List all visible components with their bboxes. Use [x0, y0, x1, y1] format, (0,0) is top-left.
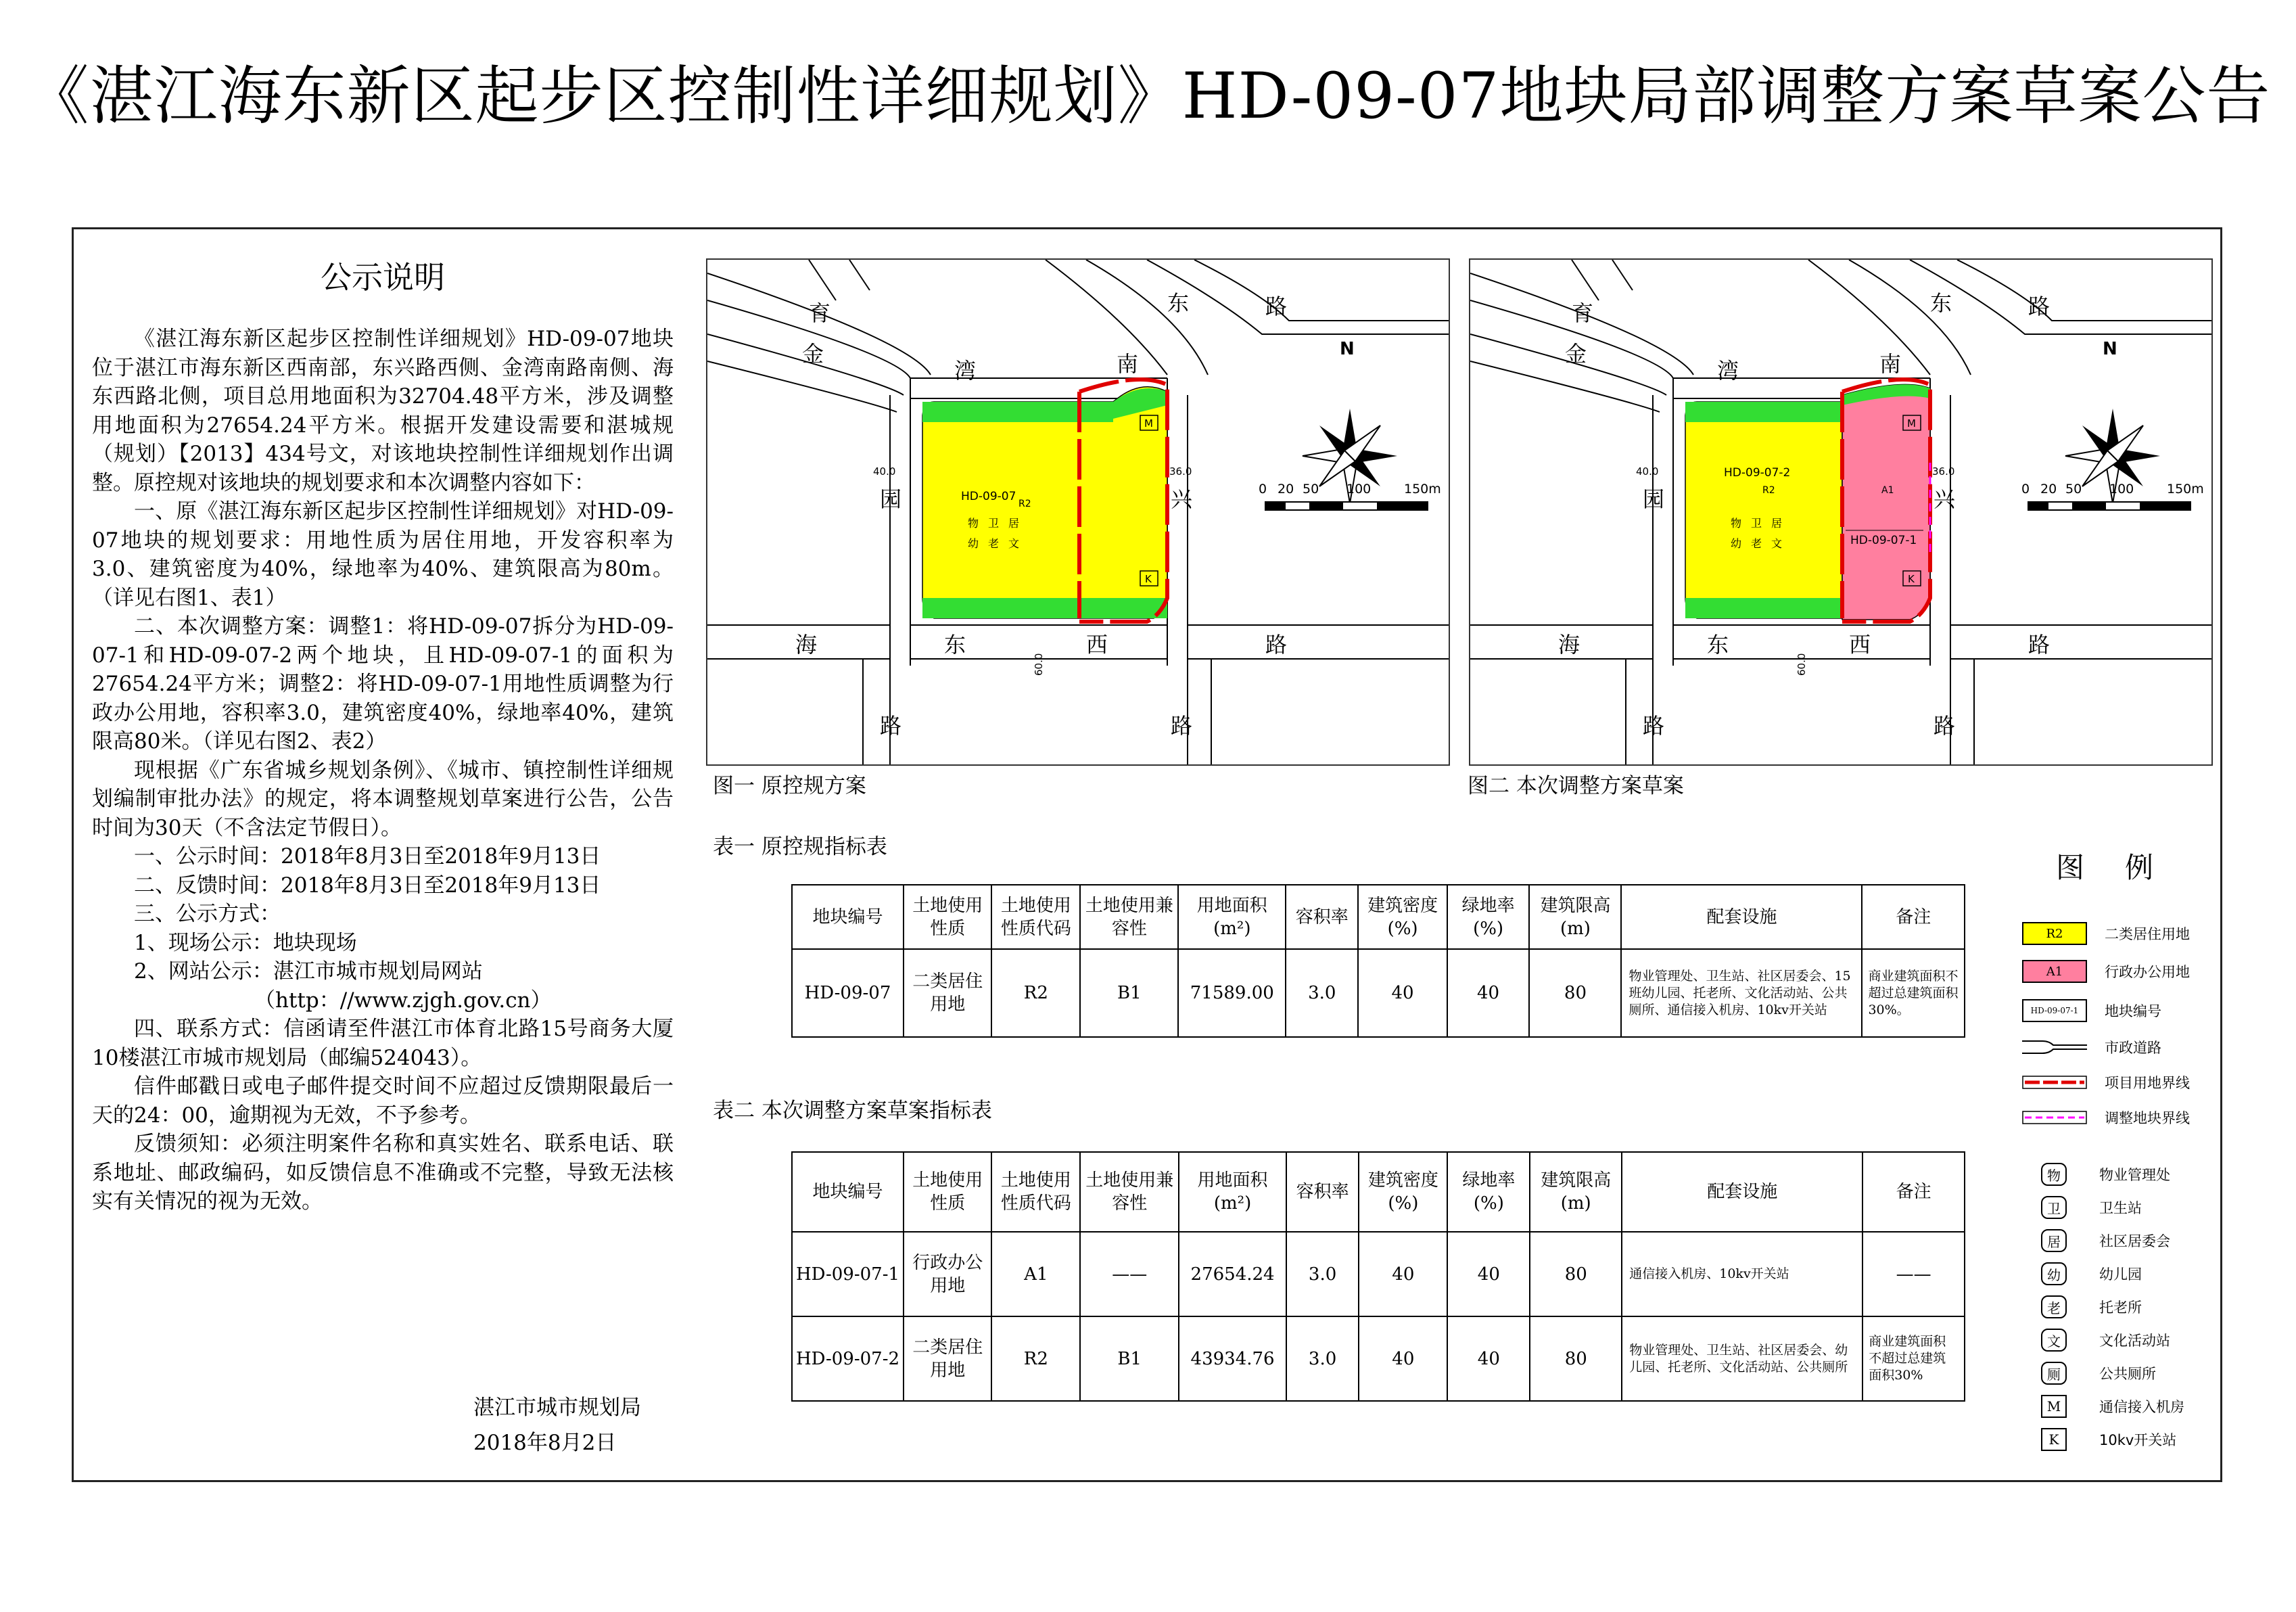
- parcel-label: HD-09-07-2: [1724, 466, 1791, 480]
- dim-label: 60.0: [1033, 653, 1045, 676]
- notice-signature: 湛江市城市规划局: [473, 1396, 641, 1420]
- notice-paragraph: 一、公示时间：2018年8月3日至2018年9月13日: [134, 844, 601, 869]
- road-char: 湾: [954, 358, 977, 384]
- dim-label: 40.0: [1636, 465, 1659, 478]
- table-header: 绿地率(%): [1447, 1152, 1530, 1232]
- notice-paragraph: 一、原《湛江海东新区起步区控制性详细规划》对HD-09-07地块的规划要求：用地性质为居住用地，开发容积率为 3.0、建筑密度为40%，绿地率为40%、建筑限高为80m。（详见右图1、表1）: [92, 499, 674, 610]
- north-label: N: [2103, 339, 2117, 359]
- parcel-label: HD-09-07: [961, 490, 1016, 503]
- page-title: 《湛江海东新区起步区控制性详细规划》HD-09-07地块局部调整方案草案公告: [25, 60, 2271, 133]
- parcel-code: R2: [1762, 485, 1775, 496]
- notice-paragraph: 现根据《广东省城乡规划条例》、《城市、镇控制性详细规划编制审批办法》的规定，将本调整规划草案进行公告，公告时间为30天（不含法定节假日）。: [92, 758, 674, 840]
- table-row: HD-09-07 二类居住用地 R2 B1 71589.00 3.0 40 40 80 物业管理处、卫生站、社区居委会、15班幼儿园、托老所、文化活动站、公共厕所、通信接入机房、10kv开关站 商业建筑面积不超过总建筑面积30%。: [792, 949, 1965, 1037]
- table-header: 建筑限高(m): [1529, 885, 1621, 949]
- facility-icon: 文: [1771, 537, 1783, 550]
- road-char: 兴: [1171, 486, 1193, 512]
- telecom-room-icon: M: [2041, 1395, 2067, 1418]
- legend-parcel-code: HD-09-07-1: [2022, 999, 2087, 1022]
- facility-icon: 居: [1771, 517, 1783, 530]
- table-header: 地块编号: [792, 1152, 904, 1232]
- table-header: 配套设施: [1622, 1152, 1862, 1232]
- legend-item: 幼 幼儿园: [2022, 1260, 2142, 1287]
- table-header: 用地面积(m²): [1178, 885, 1286, 949]
- road-char: 路: [1265, 294, 1288, 319]
- facility-icon: 居: [1008, 517, 1020, 530]
- dim-label: 36.0: [1169, 465, 1192, 478]
- road-char: 路: [1934, 713, 1956, 739]
- legend-item: 调整地块界线: [2022, 1104, 2190, 1131]
- legend-item: 项目用地界线: [2022, 1069, 2190, 1096]
- table-header: 土地使用兼容性: [1080, 1152, 1179, 1232]
- road-char: 南: [1879, 351, 1902, 377]
- svg-text:50: 50: [1303, 482, 1319, 497]
- parcel-label: HD-09-07-1: [1850, 534, 1917, 547]
- road-char: 金: [802, 341, 824, 367]
- notice-paragraph: 1、现场公示：地块现场: [134, 930, 357, 955]
- table-header: 土地使用性质代码: [991, 1152, 1080, 1232]
- road-char: 路: [1643, 713, 1665, 739]
- community-committee-icon: 居: [2041, 1229, 2067, 1252]
- legend-swatch-a1: A1: [2022, 960, 2087, 983]
- box-m: M: [1907, 417, 1916, 430]
- box-m: M: [1144, 417, 1153, 430]
- dim-label: 60.0: [1796, 653, 1808, 676]
- legend-item: M 通信接入机房: [2022, 1393, 2184, 1420]
- notice-paragraph: 《湛江海东新区起步区控制性详细规划》HD-09-07地块位于湛江市海东新区西南部，东兴路西侧、金湾南路南侧、海东西路北侧，项目总用地面积为32704.48平方米，涉及调整用地面积为27654.24平方米。根据开发建设需要和湛城规（规划）【2013】434号文，对该地块控制性详细规划作出调整。原控规对该地块的规划要求和本次调整内容如下：: [92, 327, 674, 495]
- green-buffer: [922, 598, 1167, 618]
- svg-text:0: 0: [2021, 482, 2030, 497]
- road-char: 路: [2028, 294, 2051, 319]
- notice-paragraph: 二、本次调整方案：调整1：将HD-09-07拆分为HD-09-07-1和HD-09-07-2两个地块，且HD-09-07-1的面积为27654.24平方米；调整2：将HD-09-07-1用地性质调整为行政办公用地，容积率3.0，建筑密度40%，绿地率40%，建筑限高80米。（详见右图2、表2）: [92, 614, 674, 754]
- cultural-station-icon: 文: [2041, 1329, 2067, 1352]
- table-header: 备注: [1862, 1152, 1965, 1232]
- notice-paragraph: 2、网站公示：湛江市城市规划局网站: [134, 959, 483, 984]
- facility-icon: 幼: [1731, 537, 1742, 550]
- svg-text:20: 20: [1278, 482, 1294, 497]
- table-row: HD-09-07-1 行政办公用地 A1 —— 27654.24 3.0 40 40 80 通信接入机房、10kv开关站 ——: [792, 1232, 1965, 1316]
- dim-label: 40.0: [873, 465, 896, 478]
- notice-date: 2018年8月2日: [473, 1431, 617, 1455]
- legend-item: R2 二类居住用地: [2022, 920, 2190, 947]
- facility-icon: 老: [988, 537, 1000, 550]
- road-char: 西: [1849, 632, 1871, 658]
- road-char: 育: [809, 300, 831, 326]
- road-char: 东: [944, 632, 966, 658]
- legend-item: 居 社区居委会: [2022, 1227, 2170, 1254]
- road-char: 海: [795, 632, 818, 658]
- legend-item: 文 文化活动站: [2022, 1327, 2170, 1354]
- legend-item: 物 物业管理处: [2022, 1161, 2170, 1188]
- table-header: 容积率: [1286, 885, 1358, 949]
- map1-caption: 图一 原控规方案: [713, 774, 866, 798]
- parcel-code: R2: [1018, 499, 1031, 509]
- table-header: 土地使用性质: [904, 1152, 991, 1232]
- svg-text:100: 100: [2109, 482, 2134, 497]
- legend-item: 卫 卫生站: [2022, 1194, 2142, 1221]
- green-buffer: [922, 402, 1113, 422]
- notice-paragraph: 反馈须知：必须注明案件名称和真实姓名、联系电话、联系地址、邮政编码，如反馈信息不准确或不完整，导致无法核实有关情况的视为无效。: [92, 1132, 674, 1214]
- road-char: 湾: [1717, 358, 1739, 384]
- road-char: 西: [1086, 632, 1108, 658]
- map-adjusted-plan: [1469, 258, 2213, 766]
- road-char: 海: [1558, 632, 1580, 658]
- switch-station-icon: K: [2041, 1428, 2067, 1451]
- road-char: 南: [1117, 351, 1139, 377]
- legend-road-icon: [2022, 1036, 2087, 1059]
- facility-icon: 物: [1731, 517, 1742, 530]
- table-header: 备注: [1862, 885, 1965, 949]
- svg-text:100: 100: [1346, 482, 1372, 497]
- table1-caption: 表一 原控规指标表: [713, 835, 887, 859]
- notice-paragraph: 四、联系方式：信函请至件湛江市体育北路15号商务大厦10楼湛江市城市规划局（邮编524043）。: [92, 1017, 674, 1070]
- notice-section: [92, 257, 674, 1216]
- road-char: 育: [1572, 300, 1594, 326]
- table-header: 配套设施: [1621, 885, 1862, 949]
- table-header: 土地使用兼容性: [1080, 885, 1178, 949]
- dim-label: 36.0: [1932, 465, 1955, 478]
- facility-icon: 文: [1008, 537, 1020, 550]
- svg-text:0: 0: [1259, 482, 1267, 497]
- map-original-plan: [706, 258, 1450, 766]
- road-char: 路: [880, 713, 902, 739]
- legend-item: HD-09-07-1 地块编号: [2022, 997, 2161, 1024]
- road-char: 兴: [1934, 486, 1956, 512]
- notice-paragraph: 信件邮戳日或电子邮件提交时间不应超过反馈期限最后一天的24：00，逾期视为无效，不予参考。: [92, 1074, 674, 1128]
- parcel-code: A1: [1881, 485, 1894, 496]
- legend-item: 老 托老所: [2022, 1293, 2142, 1320]
- table-header: 绿地率(%): [1447, 885, 1530, 949]
- scale-bar: [1259, 482, 1441, 510]
- notice-website-url: （http：//www.zjgh.gov.cn）: [254, 988, 552, 1013]
- road-char: 路: [1265, 632, 1288, 658]
- road-char: 东: [1930, 290, 1952, 316]
- table-adjusted-indicators: [791, 1151, 1965, 1402]
- green-buffer: [1685, 402, 1842, 422]
- legend-swatch-r2: R2: [2022, 922, 2087, 945]
- table-header: 土地使用性质代码: [991, 885, 1080, 949]
- road-char: 路: [2028, 632, 2051, 658]
- legend-item: 市政道路: [2022, 1034, 2161, 1061]
- facility-icon: 卫: [988, 517, 1000, 530]
- legend-adjust-boundary-icon: [2022, 1106, 2087, 1129]
- road-char: 路: [1171, 713, 1193, 739]
- north-label: N: [1340, 339, 1355, 359]
- road-char: 东: [1167, 290, 1190, 316]
- parcel-residential: [1685, 402, 1842, 618]
- kindergarten-icon: 幼: [2041, 1262, 2067, 1285]
- table-header: 土地使用性质: [904, 885, 991, 949]
- table2-caption: 表二 本次调整方案草案指标表: [713, 1099, 992, 1123]
- property-management-icon: 物: [2041, 1163, 2067, 1186]
- health-station-icon: 卫: [2041, 1196, 2067, 1219]
- road-char: 东: [1707, 632, 1729, 658]
- public-toilet-icon: 厕: [2041, 1362, 2067, 1385]
- map2-caption: 图二 本次调整方案草案: [1468, 774, 1684, 798]
- legend-item: A1 行政办公用地: [2022, 958, 2190, 985]
- svg-text:50: 50: [2065, 482, 2082, 497]
- svg-text:150m: 150m: [1404, 482, 1441, 497]
- road-char: 园: [880, 486, 902, 512]
- notice-heading: 公示说明: [321, 259, 445, 296]
- scale-bar: [2021, 482, 2204, 510]
- facility-icon: 卫: [1751, 517, 1762, 530]
- table-row: HD-09-07-2 二类居住用地 R2 B1 43934.76 3.0 40 40 80 物业管理处、卫生站、社区居委会、幼儿园、托老所、文化活动站、公共厕所 商业建筑面积不超过总建筑面积30%: [792, 1316, 1965, 1401]
- table-original-indicators: [791, 884, 1965, 1038]
- table-header: 建筑限高(m): [1530, 1152, 1622, 1232]
- notice-paragraph: 三、公示方式：: [134, 902, 281, 926]
- road-char: 金: [1565, 341, 1587, 367]
- legend-item: 厕 公共厕所: [2022, 1360, 2156, 1387]
- table-header: 建筑密度(%): [1358, 885, 1447, 949]
- table-header: 容积率: [1286, 1152, 1359, 1232]
- facility-icon: 物: [968, 517, 979, 530]
- facility-icon: 老: [1751, 537, 1762, 550]
- notice-signature-block: [473, 1390, 641, 1460]
- svg-text:150m: 150m: [2167, 482, 2204, 497]
- legend-title: 图例: [2056, 851, 2195, 884]
- legend-boundary-icon: [2022, 1071, 2087, 1094]
- table-header: 地块编号: [792, 885, 904, 949]
- elderly-care-icon: 老: [2041, 1295, 2067, 1318]
- svg-text:20: 20: [2040, 482, 2057, 497]
- box-k: K: [1145, 573, 1152, 585]
- legend-item: K 10kv开关站: [2022, 1426, 2176, 1453]
- table-header: 建筑密度(%): [1359, 1152, 1447, 1232]
- notice-paragraph: 二、反馈时间：2018年8月3日至2018年9月13日: [134, 873, 601, 898]
- road-char: 园: [1643, 486, 1665, 512]
- facility-icon: 幼: [968, 537, 979, 550]
- green-buffer: [1685, 598, 1842, 618]
- table-header: 用地面积(m²): [1179, 1152, 1286, 1232]
- parcel-admin: [1842, 384, 1930, 620]
- box-k: K: [1908, 573, 1915, 585]
